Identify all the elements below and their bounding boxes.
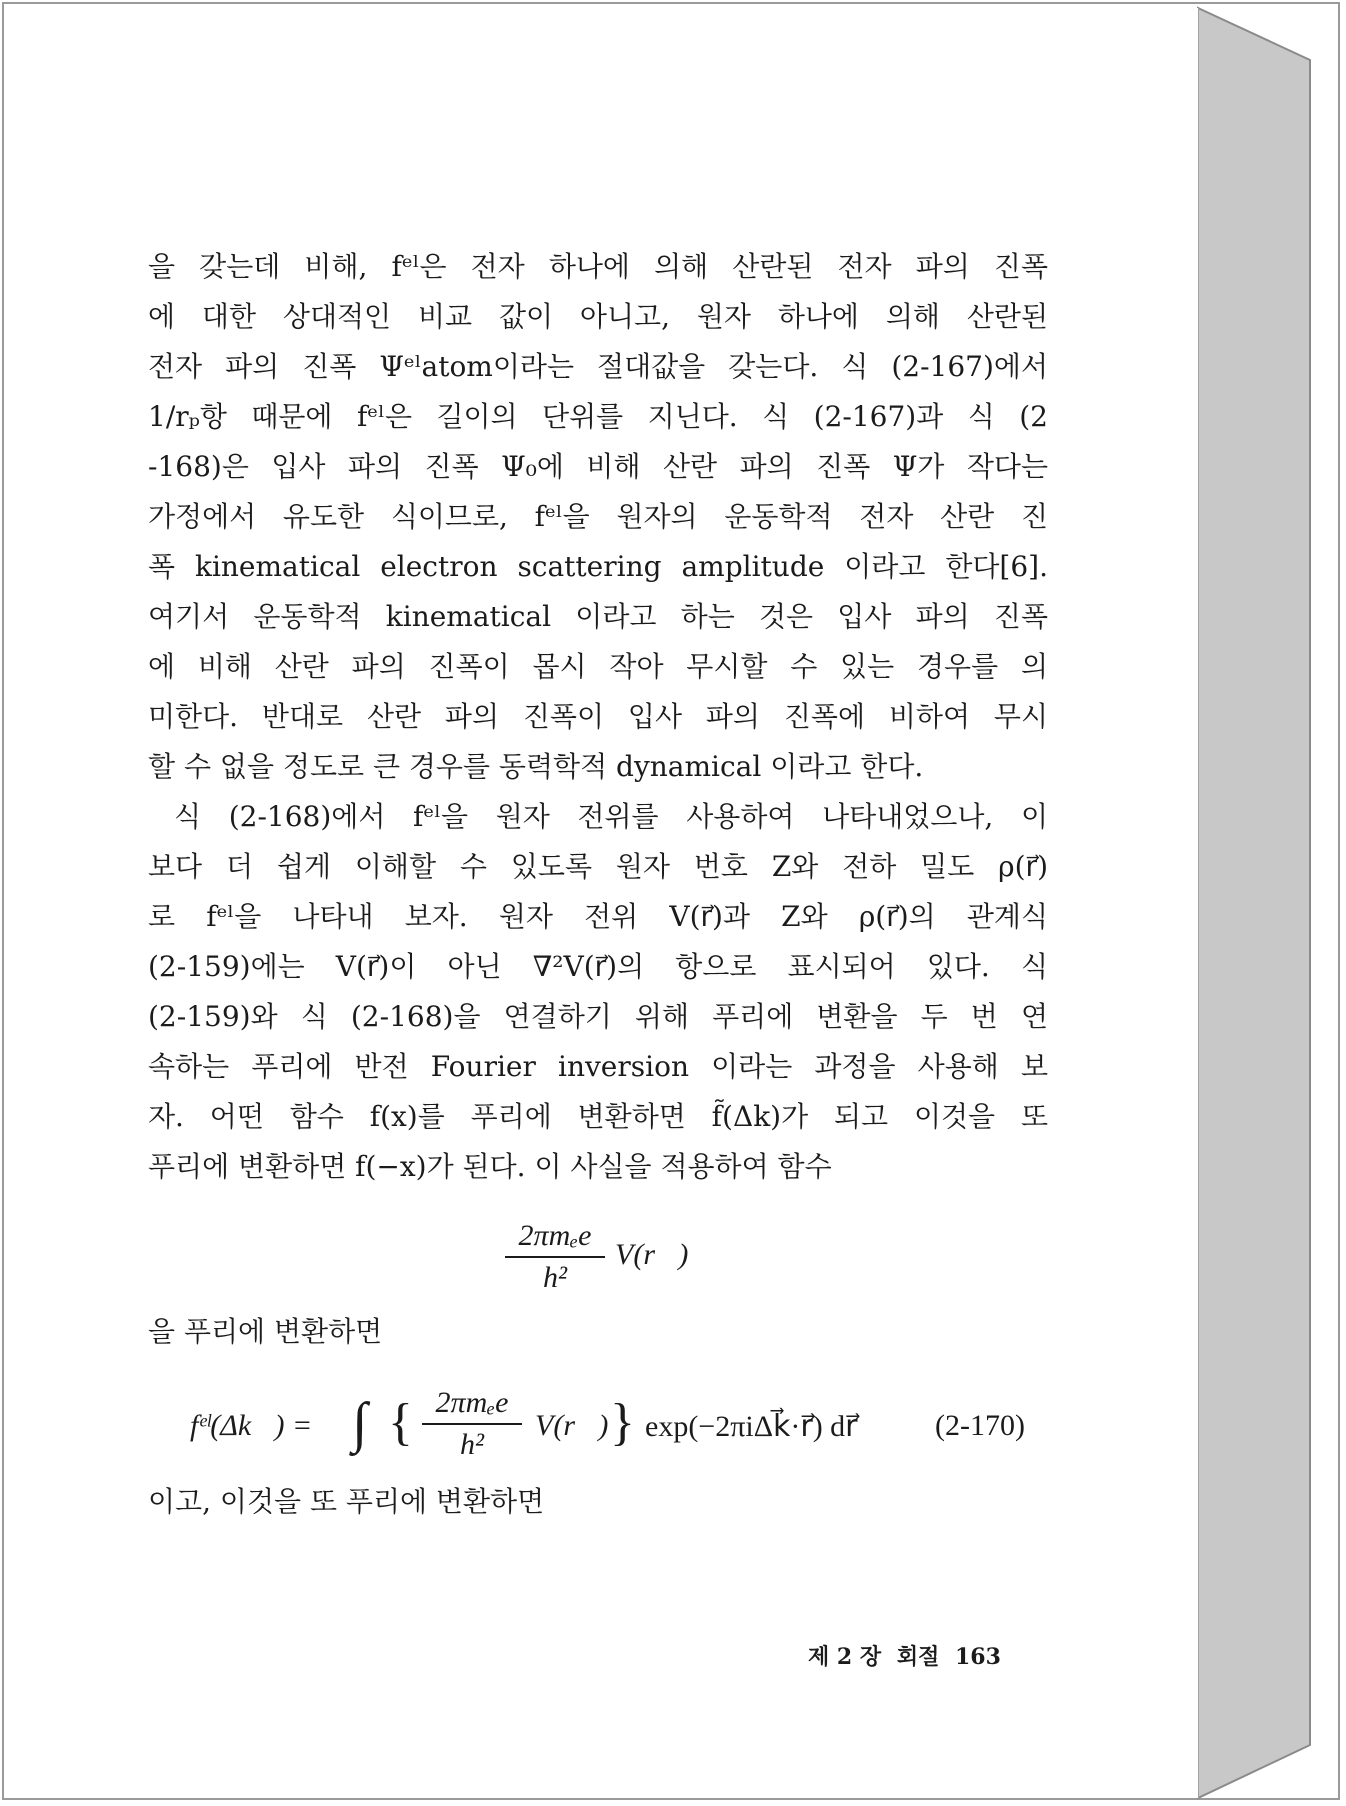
text-line: 에 대한 상대적인 비교 값이 아니고, 원자 하나에 의해 산란된 (148, 300, 1048, 333)
page-number: 163 (955, 1644, 1001, 1670)
fraction-denominator: h² (543, 1261, 567, 1294)
fraction-denominator: h² (460, 1428, 484, 1461)
equation-potential (505, 1218, 715, 1306)
text-line: 여기서 운동학적 kinematical 이라고 하는 것은 입사 파의 진폭 (148, 600, 1048, 633)
text-line: 에 비해 산란 파의 진폭이 몹시 작아 무시할 수 있는 경우를 의 (148, 650, 1048, 683)
page-footer (800, 1640, 1001, 1671)
text-line: 폭 kinematical electron scattering amplitude 이라고 한다[6]. (148, 550, 1048, 583)
text-line: 전자 파의 진폭 Ψᵉˡatom이라는 절대값을 갖는다. 식 (2-167)에서 (148, 350, 1048, 383)
potential-term: V(r⃗) (615, 1238, 689, 1271)
chapter-label: 제 2 장 (808, 1644, 882, 1670)
fraction-numerator: 2πmₑe (435, 1386, 509, 1419)
potential-term: V(r⃗) (535, 1409, 609, 1442)
text-line: 식 (2-168)에서 fᵉˡ을 원자 전위를 사용하여 나타내었으나, 이 (174, 800, 1048, 833)
equation-2-170 (190, 1385, 1050, 1485)
exponential-term: exp(−2πiΔk⃗·r⃗) dr⃗ (645, 1410, 858, 1443)
chapter-title: 회절 (896, 1644, 940, 1670)
body-text (148, 242, 1048, 1192)
text-line: 보다 더 쉽게 이해할 수 있도록 원자 번호 Z와 전하 밀도 ρ(r⃗) (148, 850, 1048, 883)
text-line: (2-159)와 식 (2-168)을 연결하기 위해 푸리에 변환을 두 번 연 (148, 1000, 1048, 1033)
fraction (422, 1385, 522, 1463)
text-line: 자. 어떤 함수 f(x)를 푸리에 변환하면 f̃(Δk)가 되고 이것을 또 (148, 1100, 1048, 1133)
brace-left: { (388, 1394, 413, 1451)
text-line: 푸리에 변환하면 f(−x)가 된다. 이 사실을 적용하여 함수 (148, 1150, 832, 1183)
integral-sign: ∫ (352, 1392, 368, 1454)
fraction (505, 1218, 605, 1296)
text-line: 가정에서 유도한 식이므로, fᵉˡ을 원자의 운동학적 전자 산란 진 (148, 500, 1048, 533)
brace-right: } (610, 1394, 635, 1451)
fraction-numerator: 2πmₑe (518, 1219, 592, 1252)
text-line: 로 fᵉˡ을 나타내 보자. 원자 전위 V(r⃗)과 Z와 ρ(r⃗)의 관계식 (148, 900, 1048, 933)
text-line: 1/rₚ항 때문에 fᵉˡ은 길이의 단위를 지닌다. 식 (2-167)과 식 (2 (148, 400, 1048, 433)
text-line: (2-159)에는 V(r⃗)이 아닌 ∇²V(r⃗)의 항으로 표시되어 있다. 식 (148, 950, 1048, 983)
equation-lhs: fᵉˡ(Δk⃗) = (190, 1409, 313, 1442)
fraction-bar (422, 1423, 522, 1425)
text-after-eq1: 을 푸리에 변환하면 (148, 1315, 383, 1348)
text-line: -168)은 입사 파의 진폭 Ψ₀에 비해 산란 파의 진폭 Ψ가 작다는 (148, 450, 1048, 483)
text-after-eq2: 이고, 이것을 또 푸리에 변환하면 (148, 1485, 545, 1518)
text-line: 을 갖는데 비해, fᵉˡ은 전자 하나에 의해 산란된 전자 파의 진폭 (148, 250, 1048, 283)
text-line: 속하는 푸리에 반전 Fourier inversion 이라는 과정을 사용해 보 (148, 1050, 1048, 1083)
equation-number: (2-170) (935, 1409, 1025, 1442)
fraction-bar (505, 1256, 605, 1258)
text-line: 미한다. 반대로 산란 파의 진폭이 입사 파의 진폭에 비하여 무시 (148, 700, 1048, 733)
text-line: 할 수 없을 정도로 큰 경우를 동력학적 dynamical 이라고 한다. (148, 750, 924, 783)
